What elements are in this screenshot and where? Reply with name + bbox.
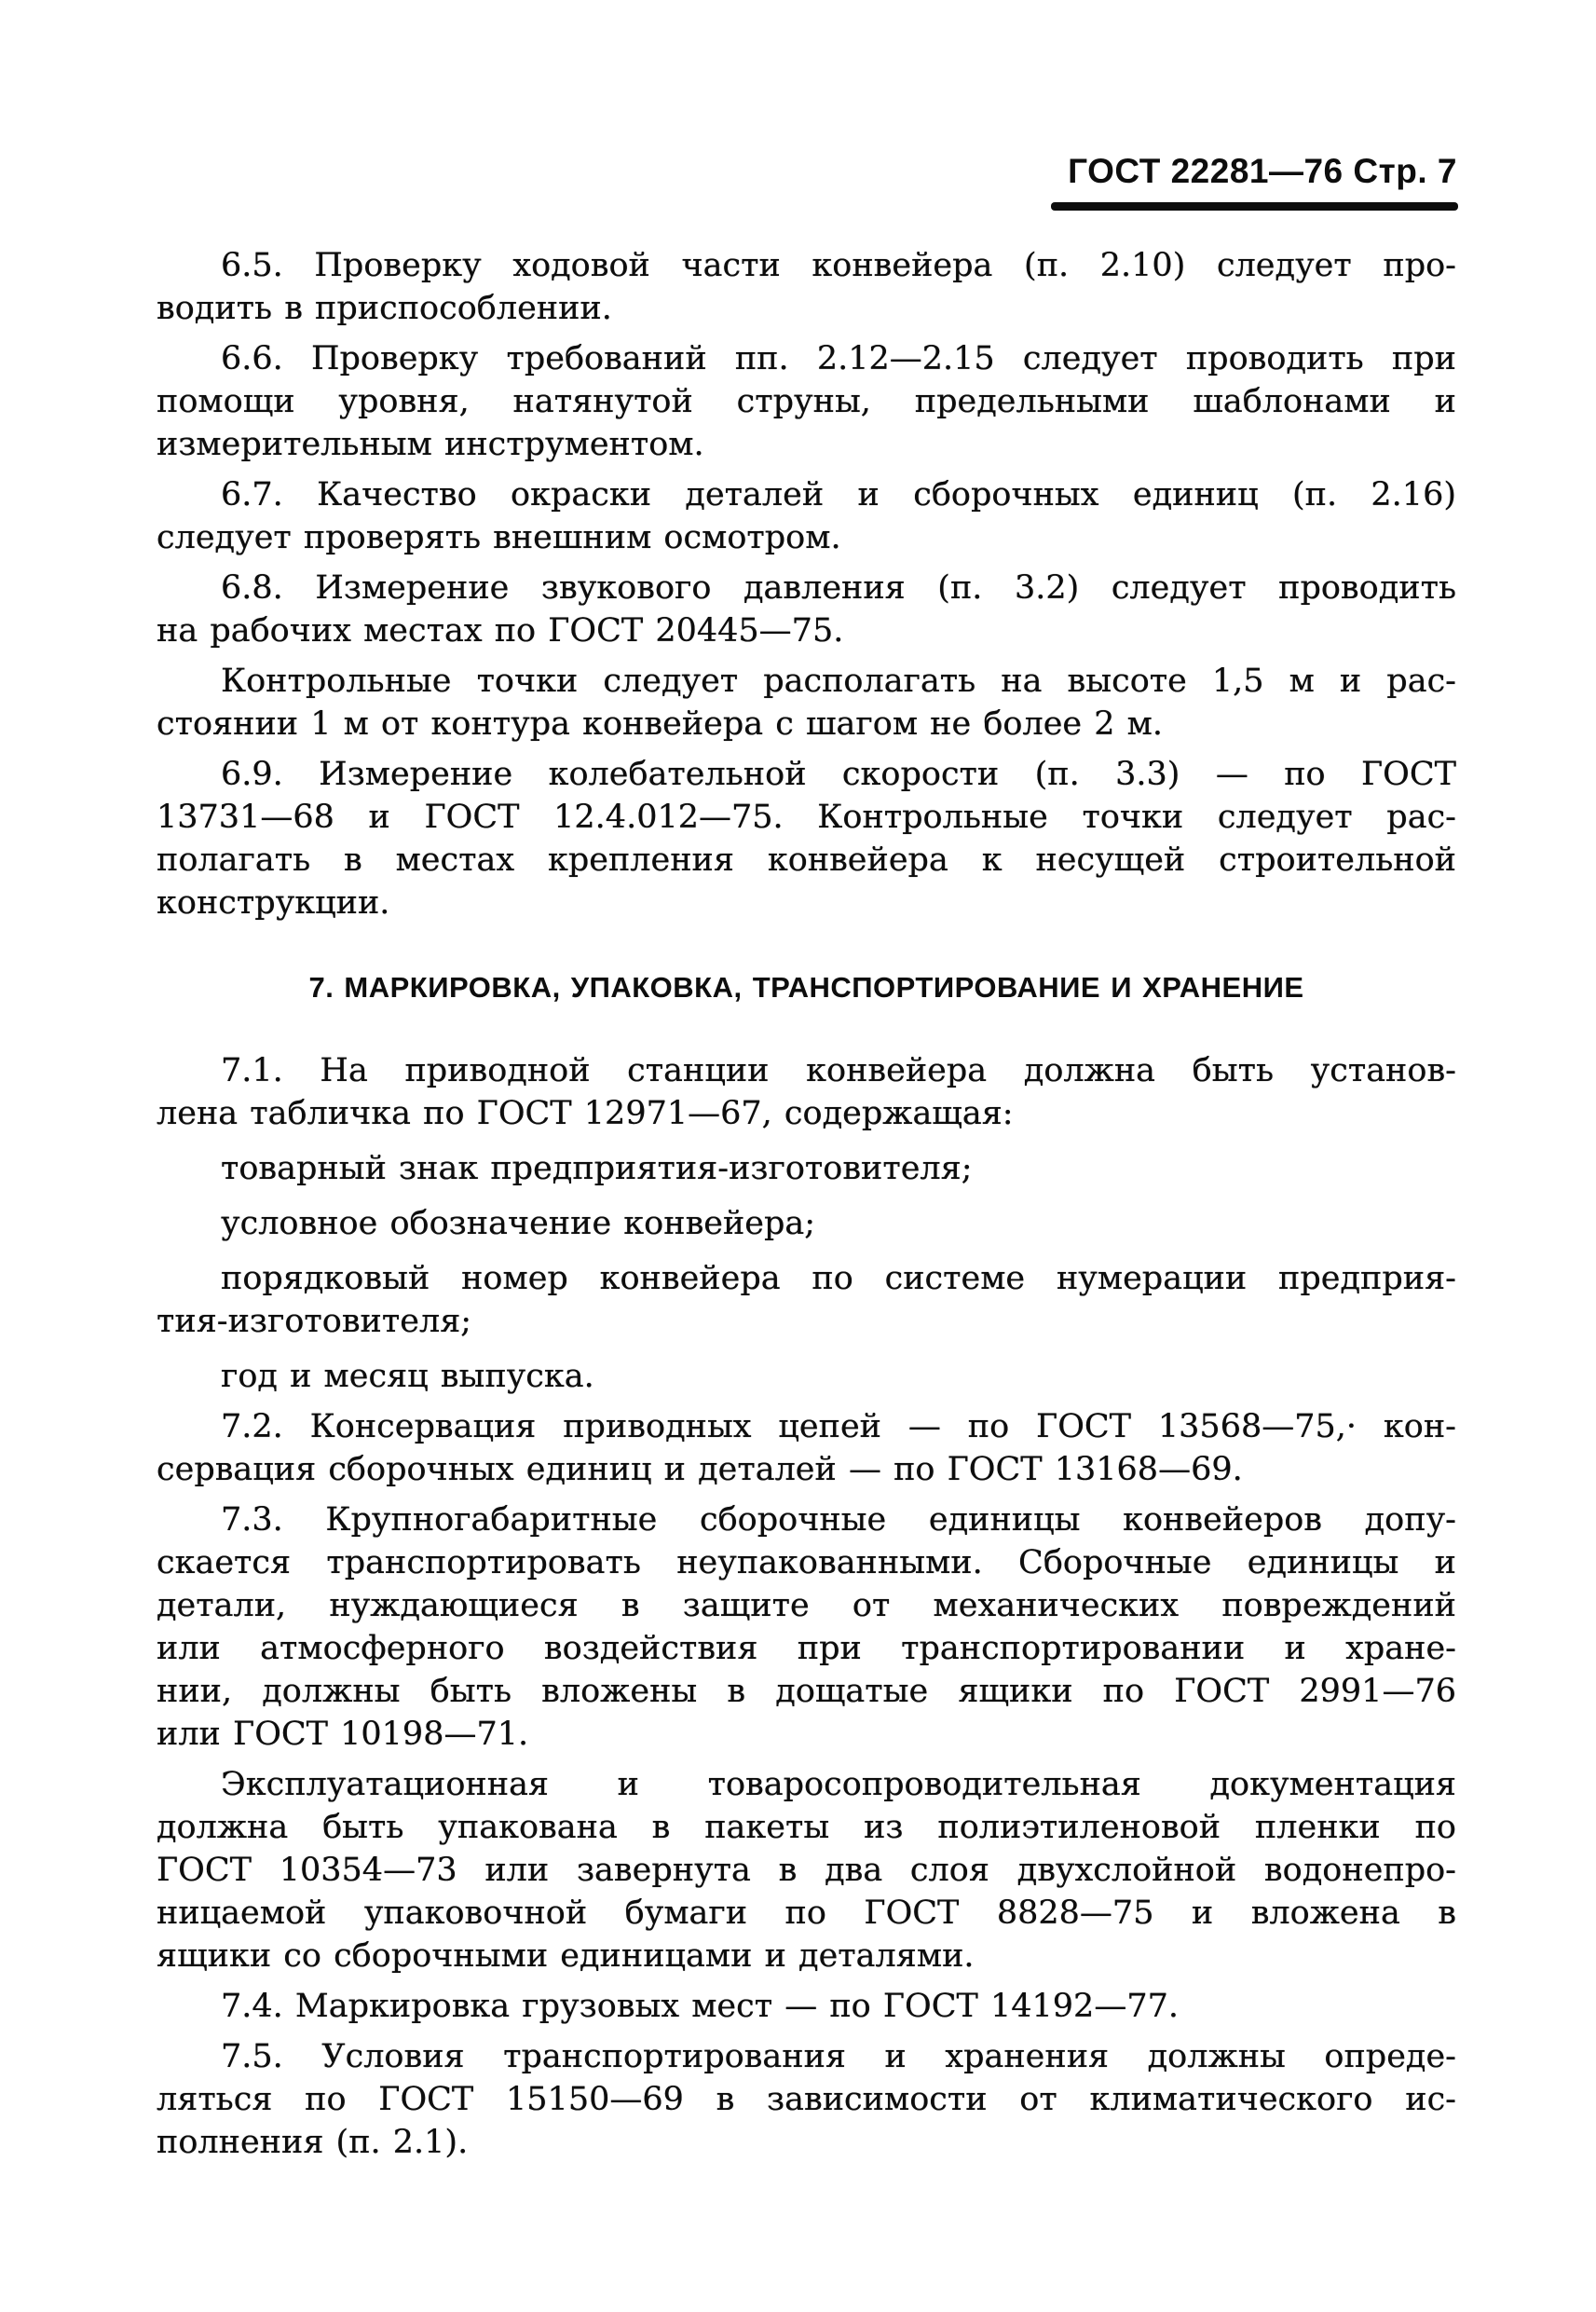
text-line: 7.2. Консервация приводных цепей — по ГОСТ 13568—75,· кон- (221, 1408, 1456, 1445)
text-line: 7.5. Условия транспортирования и хранения должны опреде- (221, 2038, 1456, 2075)
paragraph-6-5 (157, 244, 1456, 330)
text-line: водить в приспособлении. (157, 290, 612, 327)
text-line: стоянии 1 м от контура конвейера с шагом не более 2 м. (157, 705, 1164, 743)
paragraph-7-2 (157, 1405, 1456, 1491)
paragraph-6-8-note (157, 660, 1456, 746)
text-line: детали, нуждающиеся в защите от механических повреждений (157, 1587, 1456, 1624)
text-line: ГОСТ 10354—73 или завернута в два слоя двухслойной водонепро- (157, 1852, 1456, 1889)
text-line: тия-изготовителя; (157, 1303, 472, 1340)
text-line: лена табличка по ГОСТ 12971—67, содержащая: (157, 1095, 1014, 1132)
text-line: ницаемой упаковочной бумаги по ГОСТ 8828—75 и вложена в (157, 1895, 1456, 1932)
text-line: или ГОСТ 10198—71. (157, 1716, 529, 1753)
text-line: ляться по ГОСТ 15150—69 в зависимости от климатического ис- (157, 2081, 1456, 2118)
text-line: год и месяц выпуска. (221, 1358, 594, 1395)
text-line: 7.1. На приводной станции конвейера должна быть установ- (221, 1052, 1456, 1089)
text-line: 6.7. Качество окраски деталей и сборочных единиц (п. 2.16) (221, 476, 1456, 513)
paragraph-7-1-item-2 (157, 1202, 1456, 1245)
text-line: условное обозначение конвейера; (221, 1205, 816, 1242)
text-line: следует проверять внешним осмотром. (157, 519, 841, 556)
text-line: 6.5. Проверку ходовой части конвейера (п. 2.10) следует про- (221, 247, 1456, 284)
text-line: 13731—68 и ГОСТ 12.4.012—75. Контрольные точки следует рас- (157, 799, 1456, 836)
text-line: измерительным инструментом. (157, 426, 704, 463)
text-line: 6.8. Измерение звукового давления (п. 3.2) следует проводить (221, 569, 1456, 607)
paragraph-6-6 (157, 337, 1456, 466)
text-line: 7.3. Крупногабаритные сборочные единицы конвейеров допу- (221, 1501, 1456, 1539)
text-line: полагать в местах крепления конвейера к несущей строительной (157, 841, 1456, 879)
text-line: 7.4. Маркировка грузовых мест — по ГОСТ 14192—77. (221, 1988, 1179, 2025)
paragraph-7-3-note (157, 1763, 1456, 1977)
document-content (157, 244, 1456, 2164)
text-line: 6.9. Измерение колебательной скорости (п. 3.3) — по ГОСТ (221, 756, 1456, 793)
text-line: конструкции. (157, 884, 390, 922)
text-line: скается транспортировать неупакованными. Сборочные единицы и (157, 1544, 1456, 1581)
paragraph-7-4 (157, 1985, 1456, 2028)
text-line: 6.6. Проверку требований пп. 2.12—2.15 следует проводить при (221, 340, 1456, 377)
paragraph-7-1 (157, 1049, 1456, 1135)
section-7-heading: 7. МАРКИРОВКА, УПАКОВКА, ТРАНСПОРТИРОВАНИЕ И ХРАНЕНИЕ (308, 971, 1304, 1004)
paragraph-7-1-item-1 (157, 1147, 1456, 1190)
text-line: Контрольные точки следует располагать на высоте 1,5 м и рас- (221, 663, 1456, 700)
paragraph-7-1-item-4 (157, 1355, 1456, 1398)
paragraph-6-8 (157, 567, 1456, 652)
paragraph-7-5 (157, 2035, 1456, 2164)
page-header: ГОСТ 22281—76 Стр. 7 (1068, 152, 1457, 190)
text-line: должна быть упакована в пакеты из полиэтиленовой пленки по (157, 1809, 1456, 1846)
text-line: помощи уровня, натянутой струны, предельными шаблонами и (157, 383, 1456, 420)
paragraph-6-7 (157, 473, 1456, 559)
text-line: порядковый номер конвейера по системе нумерации предприя- (221, 1260, 1456, 1297)
text-line: или атмосферного воздействия при транспортировании и хране- (157, 1630, 1456, 1667)
header-rule (1051, 202, 1458, 211)
text-line: ящики со сборочными единицами и деталями. (157, 1937, 975, 1975)
text-line: нии, должны быть вложены в дощатые ящики по ГОСТ 2991—76 (157, 1673, 1456, 1710)
paragraph-6-9 (157, 753, 1456, 924)
paragraph-7-1-item-3 (157, 1257, 1456, 1343)
text-line: на рабочих местах по ГОСТ 20445—75. (157, 612, 844, 650)
paragraph-7-3 (157, 1498, 1456, 1756)
text-line: полнения (п. 2.1). (157, 2124, 469, 2161)
text-line: Эксплуатационная и товаросопроводительная документация (221, 1766, 1456, 1803)
text-line: товарный знак предприятия-изготовителя; (221, 1150, 973, 1187)
text-line: сервация сборочных единиц и деталей — по ГОСТ 13168—69. (157, 1451, 1243, 1488)
